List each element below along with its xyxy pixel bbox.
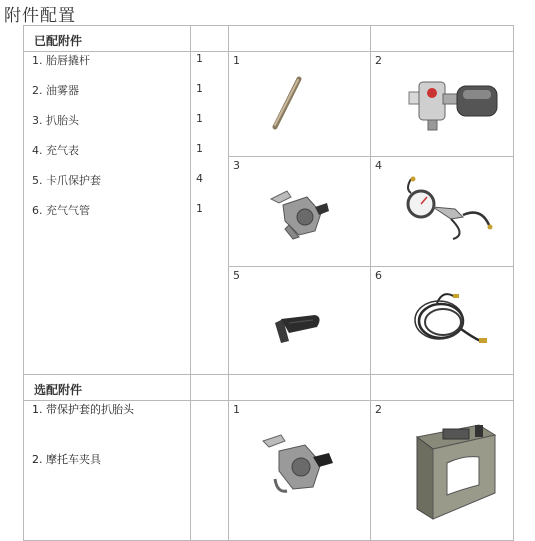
image-cell [229, 157, 371, 267]
quantity: 1 [196, 52, 203, 65]
accessory-table [23, 25, 514, 541]
jaw-protector-icon [229, 267, 371, 375]
standard-item-list [24, 52, 191, 375]
image-cell [371, 52, 514, 157]
list-item: 1. 胎唇撬杆 [32, 54, 90, 67]
quantity: 1 [196, 142, 203, 155]
mount-demount-head-icon [229, 157, 371, 267]
standard-accessories-header: 已配附件 [34, 34, 83, 48]
protected-mount-head-icon [229, 401, 371, 541]
image-number: 2 [375, 403, 382, 416]
image-number: 1 [233, 54, 240, 67]
standard-row-1 [24, 52, 514, 157]
optional-item-list [24, 401, 191, 541]
image-cell [371, 401, 514, 541]
motorcycle-clamp-icon [371, 401, 514, 541]
optional-header-row [24, 375, 514, 401]
list-item: 6. 充气气管 [32, 204, 90, 217]
list-item: 2. 摩托车夹具 [32, 453, 101, 466]
image-cell [371, 157, 514, 267]
quantity: 1 [196, 82, 203, 95]
image-number: 5 [233, 269, 240, 282]
optional-accessories-header: 选配附件 [34, 383, 83, 397]
standard-qty-list [191, 52, 229, 375]
list-item: 2. 油雾器 [32, 84, 79, 97]
oil-mist-lubricator-icon [371, 52, 514, 157]
image-cell [371, 267, 514, 375]
image-number: 4 [375, 159, 382, 172]
page-title: 附件配置 [4, 6, 76, 26]
air-hose-icon [371, 267, 514, 375]
optional-row [24, 401, 514, 541]
list-item: 4. 充气表 [32, 144, 79, 157]
list-item: 5. 卡爪保护套 [32, 174, 101, 187]
image-number: 6 [375, 269, 382, 282]
list-item: 3. 扒胎头 [32, 114, 79, 127]
quantity: 4 [196, 172, 203, 185]
quantity: 1 [196, 112, 203, 125]
image-cell [229, 52, 371, 157]
quantity: 1 [196, 202, 203, 215]
list-item: 1. 带保护套的扒胎头 [32, 403, 134, 416]
image-number: 2 [375, 54, 382, 67]
image-cell [229, 401, 371, 541]
tyre-lever-icon [229, 52, 371, 157]
inflation-gauge-icon [371, 157, 514, 267]
image-number: 1 [233, 403, 240, 416]
standard-header-row [24, 26, 514, 52]
image-number: 3 [233, 159, 240, 172]
image-cell [229, 267, 371, 375]
